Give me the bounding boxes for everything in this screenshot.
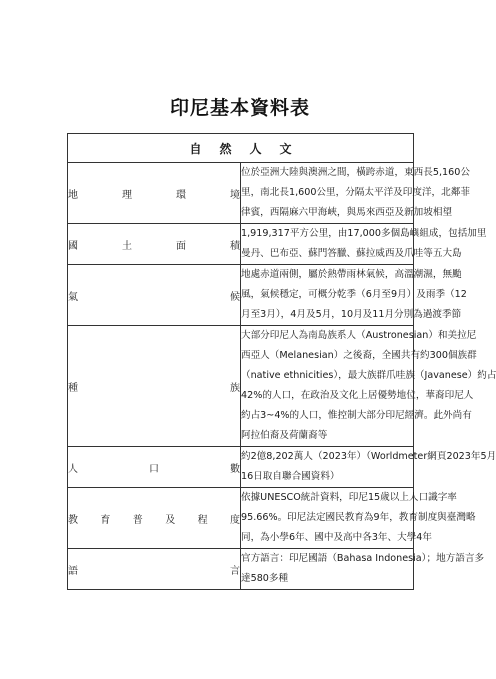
- row-label: 氣候: [68, 265, 241, 326]
- content-line: 95.66%。印尼法定國民教育為9年，教育制度與臺灣略: [241, 512, 476, 523]
- document-title: 印尼基本資料表: [169, 97, 310, 119]
- row-label: 種族: [68, 326, 241, 447]
- table-row: [68, 549, 414, 590]
- content-line: （native ethnicities），最大族群爪哇族（Javanese）約占: [241, 370, 496, 381]
- content-line: 地處赤道兩側，屬於熱帶雨林氣候，高溫潮濕，無颱: [241, 269, 462, 280]
- row-label: 人口數: [68, 447, 241, 488]
- content-line: 西亞人（Melanesian）之後裔，全國共有約300個族群: [241, 350, 477, 361]
- content-line: 律賓，西隔麻六甲海峽，與馬來西亞及新加坡相望: [241, 207, 453, 218]
- content-line: 約2億8,202萬人（2023年）（Worldmeter網頁2023年5月: [241, 451, 496, 462]
- row-content: [241, 163, 470, 224]
- content-line: 1,919,317平方公里，由17,000多個島嶼組成，包括加里: [241, 228, 487, 239]
- info-table: [67, 133, 496, 590]
- table-row: [68, 265, 414, 326]
- content-line: 阿拉伯裔及荷蘭裔等: [241, 430, 328, 441]
- content-line: 42%的人口，在政治及文化上居優勢地位，華裔印尼人: [241, 390, 474, 401]
- row-label: 語言: [68, 549, 241, 590]
- content-line: 官方語言：印尼國語（Bahasa Indonesia）；地方語言多: [241, 553, 485, 564]
- content-line: 依據UNESCO統計資料，印尼15歲以上人口識字率: [241, 492, 457, 503]
- row-label: 教育普及程度: [68, 488, 241, 549]
- row-content: [241, 447, 496, 488]
- row-content: [241, 224, 487, 265]
- content-line: 曼丹、巴布亞、蘇門答臘、蘇拉威西及爪哇等五大島: [241, 248, 462, 259]
- content-line: 風，氣候穩定，可概分乾季（6月至9月）及雨季（12: [241, 289, 467, 300]
- section-header-row: [68, 134, 414, 163]
- table-row: [68, 488, 414, 549]
- row-content: [241, 265, 467, 326]
- content-line: 大部分印尼人為南島族系人（Austronesian）和美拉尼: [241, 330, 477, 341]
- row-label: 國土面積: [68, 224, 241, 265]
- table-row: [68, 163, 414, 224]
- content-line: 位於亞洲大陸與澳洲之間，橫跨赤道，東西長5,160公: [241, 167, 470, 178]
- content-line: 同，為小學6年、國中及高中各3年、大學4年: [241, 532, 432, 543]
- content-line: 達580多種: [241, 573, 289, 584]
- row-content: [241, 326, 496, 447]
- table-row: [68, 447, 414, 488]
- content-line: 16日取自聯合國資料）: [241, 471, 340, 482]
- row-content: [241, 488, 476, 549]
- content-line: 里，南北長1,600公里，分隔太平洋及印度洋，北鄰菲: [241, 187, 470, 198]
- table-row: [68, 326, 414, 447]
- row-content: [241, 549, 485, 590]
- table-row: [68, 224, 414, 265]
- content-line: 月至3月），4月及5月，10月及11月分別為過渡季節: [241, 309, 462, 320]
- section-header: 自然人文: [68, 134, 414, 163]
- content-line: 約占3~4%的人口，惟控制大部分印尼經濟。此外尚有: [241, 410, 472, 421]
- row-label: 地理環境: [68, 163, 241, 224]
